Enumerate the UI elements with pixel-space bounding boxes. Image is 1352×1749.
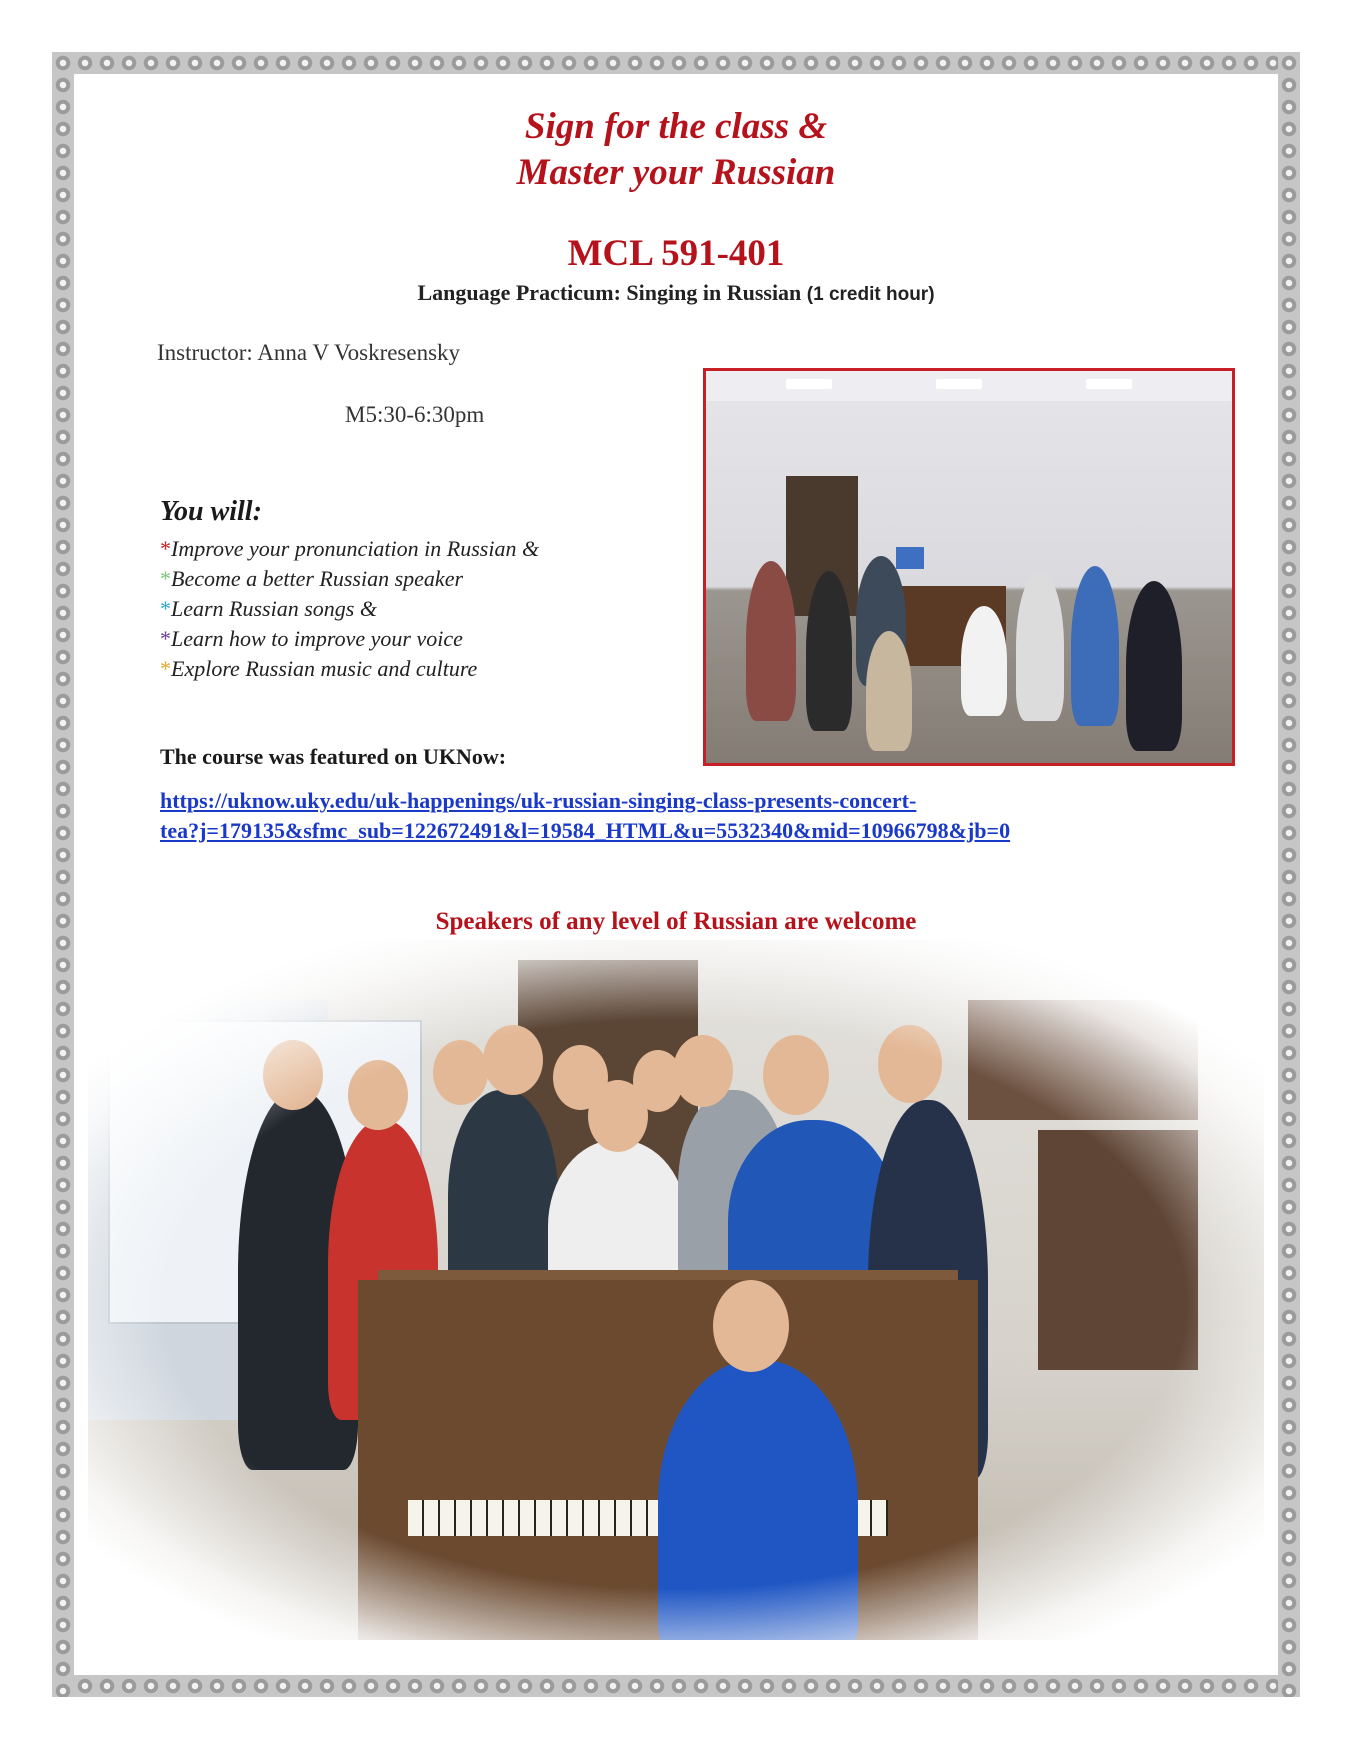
photo-person	[1071, 566, 1119, 726]
headline-line-1: Sign for the class &	[524, 106, 828, 147]
featured-label: The course was featured on UKNow:	[160, 744, 507, 769]
list-item: *Learn how to improve your voice	[160, 626, 463, 651]
photo-person	[866, 631, 912, 751]
list-item: *Explore Russian music and culture	[160, 656, 478, 681]
photo-person	[746, 561, 796, 721]
photo-person	[806, 571, 852, 731]
schedule: M5:30-6:30pm	[345, 402, 485, 427]
list-item: *Learn Russian songs &	[160, 596, 377, 621]
photo-vignette	[88, 940, 1264, 1640]
course-title: Language Practicum: Singing in Russian	[417, 280, 802, 305]
photo-person	[1016, 571, 1064, 721]
photo-person	[1126, 581, 1182, 751]
welcome-message: Speakers of any level of Russian are welcome	[435, 908, 917, 935]
photo-notice-board	[896, 547, 924, 569]
instructor: Instructor: Anna V Voskresensky	[157, 340, 461, 365]
ceiling-light	[936, 379, 982, 389]
ceiling-light	[786, 379, 832, 389]
credit-hours: (1 credit hour)	[806, 284, 935, 305]
course-subtitle	[0, 280, 1352, 306]
decorative-border-top	[52, 52, 1300, 74]
headline	[0, 104, 1352, 196]
class-photo-small	[703, 368, 1235, 766]
photo-person	[961, 606, 1007, 716]
you-will-heading: You will:	[160, 496, 262, 527]
bullet-star-icon: *	[160, 626, 171, 651]
ceiling-light	[1086, 379, 1132, 389]
bullet-star-icon: *	[160, 656, 171, 681]
bullet-star-icon: *	[160, 566, 171, 591]
bullet-star-icon: *	[160, 596, 171, 621]
benefits-list	[160, 534, 539, 684]
bullet-star-icon: *	[160, 536, 171, 561]
uknow-article-link[interactable]: https://uknow.uky.edu/uk-happenings/uk-russian-singing-class-presents-concert- tea?j=179135&sfmc_sub=122672491&l=19584_HTML&u=5532340&mid=10966798&jb=0	[160, 788, 1011, 843]
list-item: *Improve your pronunciation in Russian &	[160, 536, 540, 561]
headline-line-2: Master your Russian	[516, 152, 836, 193]
decorative-border-bottom	[52, 1675, 1300, 1697]
class-photo-large	[88, 940, 1264, 1640]
course-code: MCL 591-401	[567, 233, 785, 274]
list-item: *Become a better Russian speaker	[160, 566, 464, 591]
